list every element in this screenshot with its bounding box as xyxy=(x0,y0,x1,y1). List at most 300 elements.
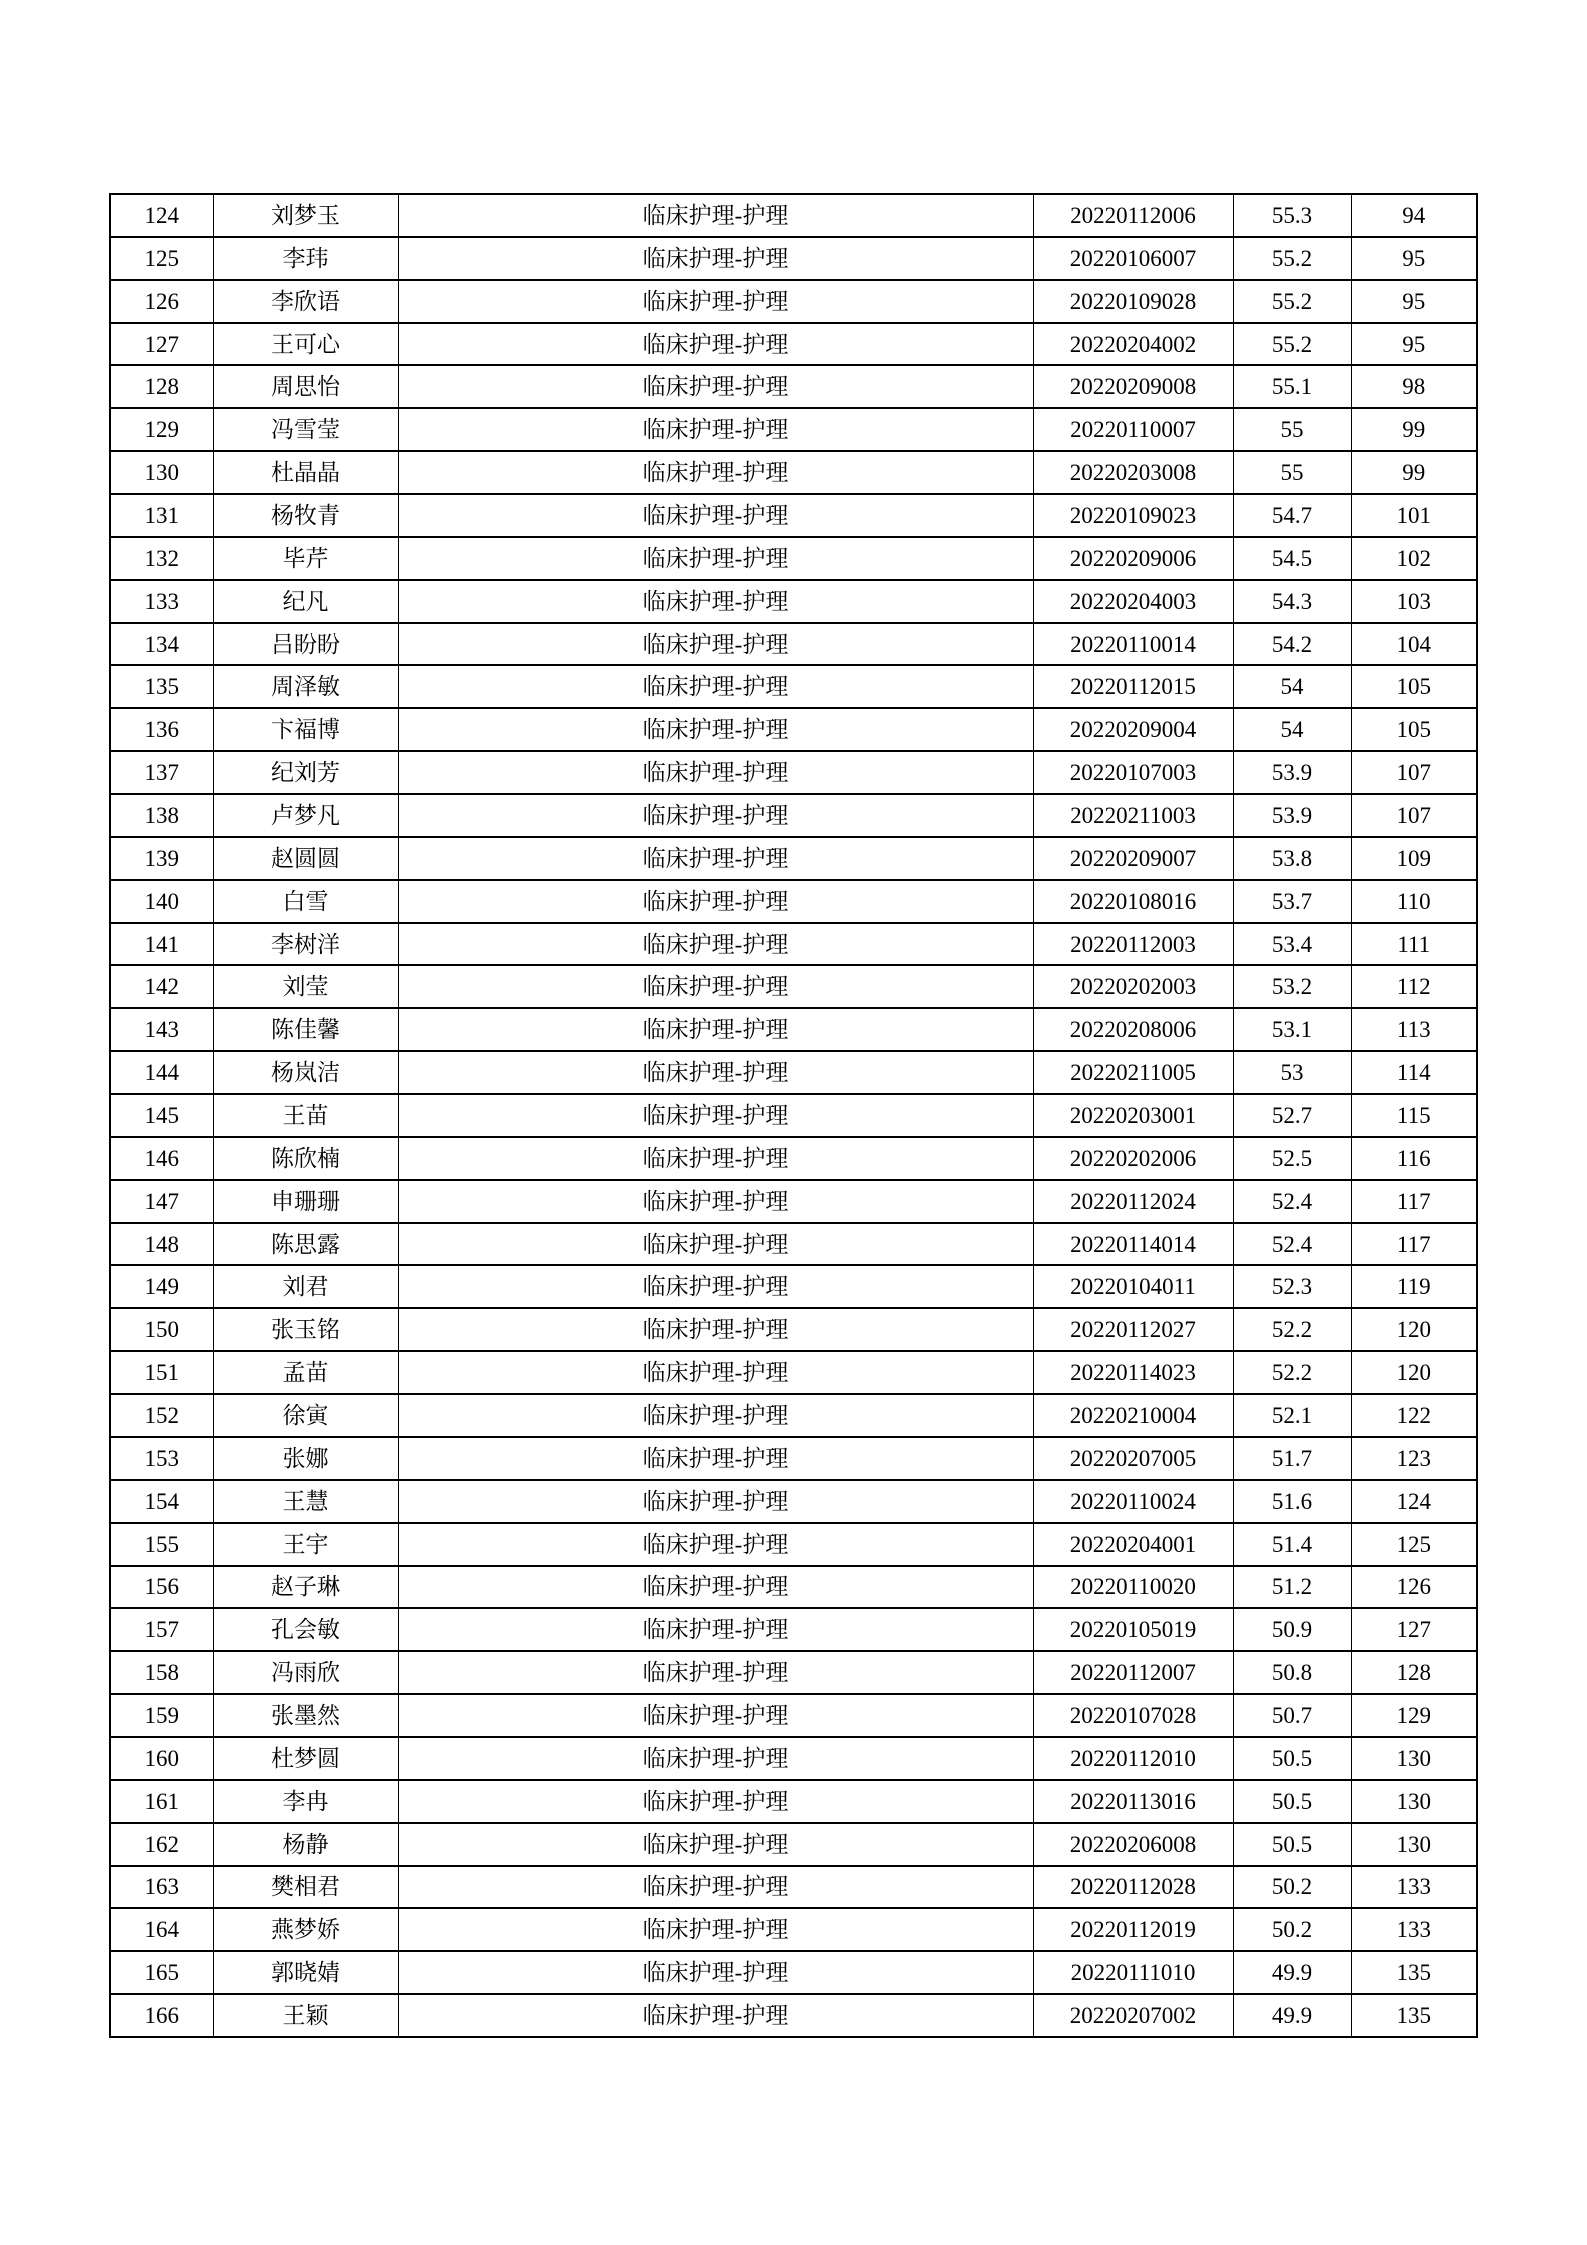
exam-id-cell: 20220110020 xyxy=(1033,1566,1233,1609)
name-cell: 张墨然 xyxy=(213,1694,398,1737)
program-cell: 临床护理-护理 xyxy=(398,323,1033,366)
program-cell: 临床护理-护理 xyxy=(398,1608,1033,1651)
name-cell: 徐寅 xyxy=(213,1394,398,1437)
program-cell: 临床护理-护理 xyxy=(398,1737,1033,1780)
row-number-cell: 149 xyxy=(110,1265,213,1308)
table-row xyxy=(110,1823,1477,1866)
row-number-cell: 164 xyxy=(110,1908,213,1951)
program-cell: 临床护理-护理 xyxy=(398,1394,1033,1437)
row-number-cell: 160 xyxy=(110,1737,213,1780)
exam-id-cell: 20220105019 xyxy=(1033,1608,1233,1651)
row-number-cell: 166 xyxy=(110,1994,213,2037)
table-row xyxy=(110,1308,1477,1351)
rank-cell: 107 xyxy=(1351,751,1477,794)
table-row xyxy=(110,1994,1477,2037)
row-number-cell: 140 xyxy=(110,880,213,923)
score-cell: 54 xyxy=(1233,665,1351,708)
table-row xyxy=(110,365,1477,408)
row-number-cell: 147 xyxy=(110,1180,213,1223)
program-cell: 临床护理-护理 xyxy=(398,837,1033,880)
exam-id-cell: 20220112028 xyxy=(1033,1866,1233,1909)
exam-id-cell: 20220110024 xyxy=(1033,1480,1233,1523)
rank-cell: 130 xyxy=(1351,1737,1477,1780)
name-cell: 吕盼盼 xyxy=(213,623,398,666)
program-cell: 临床护理-护理 xyxy=(398,1523,1033,1566)
program-cell: 临床护理-护理 xyxy=(398,1223,1033,1266)
score-cell: 52.1 xyxy=(1233,1394,1351,1437)
program-cell: 临床护理-护理 xyxy=(398,708,1033,751)
rank-cell: 102 xyxy=(1351,537,1477,580)
name-cell: 杨牧青 xyxy=(213,494,398,537)
exam-id-cell: 20220112010 xyxy=(1033,1737,1233,1780)
results-table xyxy=(109,193,1478,2038)
exam-id-cell: 20220113016 xyxy=(1033,1780,1233,1823)
program-cell: 临床护理-护理 xyxy=(398,965,1033,1008)
table-row xyxy=(110,1608,1477,1651)
score-cell: 54.3 xyxy=(1233,580,1351,623)
rank-cell: 126 xyxy=(1351,1566,1477,1609)
exam-id-cell: 20220112027 xyxy=(1033,1308,1233,1351)
rank-cell: 112 xyxy=(1351,965,1477,1008)
rank-cell: 129 xyxy=(1351,1694,1477,1737)
score-cell: 55.2 xyxy=(1233,237,1351,280)
rank-cell: 130 xyxy=(1351,1823,1477,1866)
score-cell: 55 xyxy=(1233,408,1351,451)
table-row xyxy=(110,494,1477,537)
score-cell: 52.7 xyxy=(1233,1094,1351,1137)
name-cell: 燕梦娇 xyxy=(213,1908,398,1951)
name-cell: 陈思露 xyxy=(213,1223,398,1266)
name-cell: 李树洋 xyxy=(213,923,398,966)
table-row xyxy=(110,1351,1477,1394)
program-cell: 临床护理-护理 xyxy=(398,623,1033,666)
row-number-cell: 129 xyxy=(110,408,213,451)
table-row xyxy=(110,1566,1477,1609)
rank-cell: 95 xyxy=(1351,280,1477,323)
exam-id-cell: 20220112006 xyxy=(1033,194,1233,237)
table-row xyxy=(110,708,1477,751)
table-row xyxy=(110,194,1477,237)
score-cell: 50.2 xyxy=(1233,1908,1351,1951)
score-cell: 51.4 xyxy=(1233,1523,1351,1566)
score-cell: 53 xyxy=(1233,1051,1351,1094)
name-cell: 纪凡 xyxy=(213,580,398,623)
table-row xyxy=(110,1223,1477,1266)
program-cell: 临床护理-护理 xyxy=(398,494,1033,537)
table-row xyxy=(110,1137,1477,1180)
rank-cell: 95 xyxy=(1351,237,1477,280)
row-number-cell: 154 xyxy=(110,1480,213,1523)
exam-id-cell: 20220208006 xyxy=(1033,1008,1233,1051)
rank-cell: 105 xyxy=(1351,708,1477,751)
exam-id-cell: 20220107028 xyxy=(1033,1694,1233,1737)
exam-id-cell: 20220109023 xyxy=(1033,494,1233,537)
row-number-cell: 161 xyxy=(110,1780,213,1823)
exam-id-cell: 20220104011 xyxy=(1033,1265,1233,1308)
row-number-cell: 126 xyxy=(110,280,213,323)
score-cell: 55.3 xyxy=(1233,194,1351,237)
name-cell: 刘君 xyxy=(213,1265,398,1308)
rank-cell: 120 xyxy=(1351,1351,1477,1394)
rank-cell: 133 xyxy=(1351,1908,1477,1951)
score-cell: 49.9 xyxy=(1233,1951,1351,1994)
score-cell: 52.4 xyxy=(1233,1180,1351,1223)
rank-cell: 115 xyxy=(1351,1094,1477,1137)
score-cell: 52.5 xyxy=(1233,1137,1351,1180)
program-cell: 临床护理-护理 xyxy=(398,537,1033,580)
program-cell: 临床护理-护理 xyxy=(398,880,1033,923)
row-number-cell: 141 xyxy=(110,923,213,966)
table-row xyxy=(110,837,1477,880)
exam-id-cell: 20220111010 xyxy=(1033,1951,1233,1994)
program-cell: 临床护理-护理 xyxy=(398,751,1033,794)
exam-id-cell: 20220206008 xyxy=(1033,1823,1233,1866)
score-cell: 50.2 xyxy=(1233,1866,1351,1909)
name-cell: 陈佳馨 xyxy=(213,1008,398,1051)
program-cell: 临床护理-护理 xyxy=(398,237,1033,280)
program-cell: 临床护理-护理 xyxy=(398,1823,1033,1866)
row-number-cell: 158 xyxy=(110,1651,213,1694)
rank-cell: 107 xyxy=(1351,794,1477,837)
program-cell: 临床护理-护理 xyxy=(398,451,1033,494)
program-cell: 临床护理-护理 xyxy=(398,580,1033,623)
rank-cell: 124 xyxy=(1351,1480,1477,1523)
row-number-cell: 133 xyxy=(110,580,213,623)
exam-id-cell: 20220108016 xyxy=(1033,880,1233,923)
row-number-cell: 143 xyxy=(110,1008,213,1051)
rank-cell: 133 xyxy=(1351,1866,1477,1909)
table-row xyxy=(110,880,1477,923)
name-cell: 卞福博 xyxy=(213,708,398,751)
name-cell: 杜晶晶 xyxy=(213,451,398,494)
table-row xyxy=(110,1094,1477,1137)
rank-cell: 99 xyxy=(1351,408,1477,451)
program-cell: 临床护理-护理 xyxy=(398,923,1033,966)
rank-cell: 135 xyxy=(1351,1994,1477,2037)
name-cell: 郭晓婧 xyxy=(213,1951,398,1994)
program-cell: 临床护理-护理 xyxy=(398,1994,1033,2037)
program-cell: 临床护理-护理 xyxy=(398,1908,1033,1951)
table-row xyxy=(110,537,1477,580)
name-cell: 赵圆圆 xyxy=(213,837,398,880)
name-cell: 王慧 xyxy=(213,1480,398,1523)
score-cell: 52.2 xyxy=(1233,1351,1351,1394)
exam-id-cell: 20220209007 xyxy=(1033,837,1233,880)
table-row xyxy=(110,751,1477,794)
table-row xyxy=(110,794,1477,837)
row-number-cell: 124 xyxy=(110,194,213,237)
name-cell: 张娜 xyxy=(213,1437,398,1480)
name-cell: 毕芹 xyxy=(213,537,398,580)
score-cell: 54 xyxy=(1233,708,1351,751)
row-number-cell: 127 xyxy=(110,323,213,366)
row-number-cell: 148 xyxy=(110,1223,213,1266)
exam-id-cell: 20220209006 xyxy=(1033,537,1233,580)
table-row xyxy=(110,665,1477,708)
program-cell: 临床护理-护理 xyxy=(398,365,1033,408)
row-number-cell: 150 xyxy=(110,1308,213,1351)
table-row xyxy=(110,280,1477,323)
table-row xyxy=(110,1908,1477,1951)
rank-cell: 117 xyxy=(1351,1223,1477,1266)
name-cell: 孟苗 xyxy=(213,1351,398,1394)
row-number-cell: 146 xyxy=(110,1137,213,1180)
score-cell: 53.1 xyxy=(1233,1008,1351,1051)
exam-id-cell: 20220106007 xyxy=(1033,237,1233,280)
name-cell: 赵子琳 xyxy=(213,1566,398,1609)
score-cell: 50.7 xyxy=(1233,1694,1351,1737)
name-cell: 李欣语 xyxy=(213,280,398,323)
program-cell: 临床护理-护理 xyxy=(398,280,1033,323)
table-row xyxy=(110,1737,1477,1780)
exam-id-cell: 20220202003 xyxy=(1033,965,1233,1008)
table-row xyxy=(110,408,1477,451)
name-cell: 孔会敏 xyxy=(213,1608,398,1651)
program-cell: 临床护理-护理 xyxy=(398,1094,1033,1137)
name-cell: 李冉 xyxy=(213,1780,398,1823)
score-cell: 53.9 xyxy=(1233,794,1351,837)
program-cell: 临床护理-护理 xyxy=(398,1566,1033,1609)
row-number-cell: 151 xyxy=(110,1351,213,1394)
program-cell: 临床护理-护理 xyxy=(398,194,1033,237)
exam-id-cell: 20220112015 xyxy=(1033,665,1233,708)
table-row xyxy=(110,1180,1477,1223)
rank-cell: 94 xyxy=(1351,194,1477,237)
score-cell: 54.5 xyxy=(1233,537,1351,580)
rank-cell: 128 xyxy=(1351,1651,1477,1694)
exam-id-cell: 20220112024 xyxy=(1033,1180,1233,1223)
table-row xyxy=(110,1008,1477,1051)
rank-cell: 116 xyxy=(1351,1137,1477,1180)
program-cell: 临床护理-护理 xyxy=(398,1308,1033,1351)
table-row xyxy=(110,623,1477,666)
row-number-cell: 135 xyxy=(110,665,213,708)
name-cell: 王宇 xyxy=(213,1523,398,1566)
score-cell: 53.2 xyxy=(1233,965,1351,1008)
name-cell: 王颖 xyxy=(213,1994,398,2037)
results-table-body xyxy=(110,194,1477,2037)
rank-cell: 117 xyxy=(1351,1180,1477,1223)
name-cell: 纪刘芳 xyxy=(213,751,398,794)
score-cell: 53.9 xyxy=(1233,751,1351,794)
exam-id-cell: 20220109028 xyxy=(1033,280,1233,323)
name-cell: 杜梦圆 xyxy=(213,1737,398,1780)
program-cell: 临床护理-护理 xyxy=(398,1780,1033,1823)
exam-id-cell: 20220114014 xyxy=(1033,1223,1233,1266)
score-cell: 52.3 xyxy=(1233,1265,1351,1308)
program-cell: 临床护理-护理 xyxy=(398,1351,1033,1394)
rank-cell: 125 xyxy=(1351,1523,1477,1566)
name-cell: 申珊珊 xyxy=(213,1180,398,1223)
row-number-cell: 165 xyxy=(110,1951,213,1994)
score-cell: 53.8 xyxy=(1233,837,1351,880)
table-row xyxy=(110,1523,1477,1566)
row-number-cell: 142 xyxy=(110,965,213,1008)
name-cell: 陈欣楠 xyxy=(213,1137,398,1180)
program-cell: 临床护理-护理 xyxy=(398,1137,1033,1180)
rank-cell: 111 xyxy=(1351,923,1477,966)
rank-cell: 119 xyxy=(1351,1265,1477,1308)
rank-cell: 123 xyxy=(1351,1437,1477,1480)
table-row xyxy=(110,1866,1477,1909)
row-number-cell: 134 xyxy=(110,623,213,666)
row-number-cell: 137 xyxy=(110,751,213,794)
name-cell: 卢梦凡 xyxy=(213,794,398,837)
row-number-cell: 144 xyxy=(110,1051,213,1094)
score-cell: 53.4 xyxy=(1233,923,1351,966)
program-cell: 临床护理-护理 xyxy=(398,408,1033,451)
exam-id-cell: 20220114023 xyxy=(1033,1351,1233,1394)
score-cell: 50.8 xyxy=(1233,1651,1351,1694)
exam-id-cell: 20220204003 xyxy=(1033,580,1233,623)
program-cell: 临床护理-护理 xyxy=(398,1480,1033,1523)
program-cell: 临床护理-护理 xyxy=(398,1051,1033,1094)
row-number-cell: 125 xyxy=(110,237,213,280)
exam-id-cell: 20220207005 xyxy=(1033,1437,1233,1480)
row-number-cell: 145 xyxy=(110,1094,213,1137)
name-cell: 张玉铭 xyxy=(213,1308,398,1351)
program-cell: 临床护理-护理 xyxy=(398,1008,1033,1051)
exam-id-cell: 20220204001 xyxy=(1033,1523,1233,1566)
score-cell: 55.2 xyxy=(1233,280,1351,323)
name-cell: 刘莹 xyxy=(213,965,398,1008)
program-cell: 临床护理-护理 xyxy=(398,1694,1033,1737)
row-number-cell: 136 xyxy=(110,708,213,751)
row-number-cell: 155 xyxy=(110,1523,213,1566)
name-cell: 白雪 xyxy=(213,880,398,923)
exam-id-cell: 20220110014 xyxy=(1033,623,1233,666)
rank-cell: 130 xyxy=(1351,1780,1477,1823)
score-cell: 54.2 xyxy=(1233,623,1351,666)
rank-cell: 95 xyxy=(1351,323,1477,366)
rank-cell: 120 xyxy=(1351,1308,1477,1351)
table-row xyxy=(110,1694,1477,1737)
name-cell: 冯雪莹 xyxy=(213,408,398,451)
score-cell: 52.4 xyxy=(1233,1223,1351,1266)
rank-cell: 110 xyxy=(1351,880,1477,923)
program-cell: 临床护理-护理 xyxy=(398,1180,1033,1223)
name-cell: 樊相君 xyxy=(213,1866,398,1909)
rank-cell: 99 xyxy=(1351,451,1477,494)
table-row xyxy=(110,923,1477,966)
rank-cell: 105 xyxy=(1351,665,1477,708)
score-cell: 51.2 xyxy=(1233,1566,1351,1609)
program-cell: 临床护理-护理 xyxy=(398,1651,1033,1694)
name-cell: 王苗 xyxy=(213,1094,398,1137)
program-cell: 临床护理-护理 xyxy=(398,1951,1033,1994)
score-cell: 55.2 xyxy=(1233,323,1351,366)
rank-cell: 103 xyxy=(1351,580,1477,623)
score-cell: 51.6 xyxy=(1233,1480,1351,1523)
name-cell: 冯雨欣 xyxy=(213,1651,398,1694)
rank-cell: 113 xyxy=(1351,1008,1477,1051)
row-number-cell: 128 xyxy=(110,365,213,408)
exam-id-cell: 20220211005 xyxy=(1033,1051,1233,1094)
exam-id-cell: 20220112003 xyxy=(1033,923,1233,966)
table-row xyxy=(110,1265,1477,1308)
exam-id-cell: 20220112007 xyxy=(1033,1651,1233,1694)
score-cell: 54.7 xyxy=(1233,494,1351,537)
row-number-cell: 162 xyxy=(110,1823,213,1866)
table-row xyxy=(110,580,1477,623)
program-cell: 临床护理-护理 xyxy=(398,1265,1033,1308)
rank-cell: 114 xyxy=(1351,1051,1477,1094)
score-cell: 50.5 xyxy=(1233,1823,1351,1866)
score-cell: 55.1 xyxy=(1233,365,1351,408)
row-number-cell: 152 xyxy=(110,1394,213,1437)
rank-cell: 101 xyxy=(1351,494,1477,537)
score-cell: 50.5 xyxy=(1233,1780,1351,1823)
row-number-cell: 156 xyxy=(110,1566,213,1609)
table-row xyxy=(110,1480,1477,1523)
rank-cell: 109 xyxy=(1351,837,1477,880)
exam-id-cell: 20220211003 xyxy=(1033,794,1233,837)
program-cell: 临床护理-护理 xyxy=(398,794,1033,837)
name-cell: 杨岚洁 xyxy=(213,1051,398,1094)
score-cell: 50.9 xyxy=(1233,1608,1351,1651)
exam-id-cell: 20220107003 xyxy=(1033,751,1233,794)
name-cell: 刘梦玉 xyxy=(213,194,398,237)
score-cell: 49.9 xyxy=(1233,1994,1351,2037)
score-cell: 50.5 xyxy=(1233,1737,1351,1780)
score-cell: 53.7 xyxy=(1233,880,1351,923)
row-number-cell: 130 xyxy=(110,451,213,494)
exam-id-cell: 20220209004 xyxy=(1033,708,1233,751)
table-row xyxy=(110,1951,1477,1994)
score-cell: 51.7 xyxy=(1233,1437,1351,1480)
row-number-cell: 157 xyxy=(110,1608,213,1651)
table-row xyxy=(110,323,1477,366)
exam-id-cell: 20220204002 xyxy=(1033,323,1233,366)
table-row xyxy=(110,965,1477,1008)
table-row xyxy=(110,1780,1477,1823)
row-number-cell: 139 xyxy=(110,837,213,880)
exam-id-cell: 20220207002 xyxy=(1033,1994,1233,2037)
exam-id-cell: 20220112019 xyxy=(1033,1908,1233,1951)
exam-id-cell: 20220203008 xyxy=(1033,451,1233,494)
score-cell: 52.2 xyxy=(1233,1308,1351,1351)
rank-cell: 104 xyxy=(1351,623,1477,666)
row-number-cell: 131 xyxy=(110,494,213,537)
name-cell: 王可心 xyxy=(213,323,398,366)
table-row xyxy=(110,1437,1477,1480)
rank-cell: 135 xyxy=(1351,1951,1477,1994)
exam-id-cell: 20220202006 xyxy=(1033,1137,1233,1180)
table-row xyxy=(110,451,1477,494)
name-cell: 周泽敏 xyxy=(213,665,398,708)
table-row xyxy=(110,237,1477,280)
program-cell: 临床护理-护理 xyxy=(398,1866,1033,1909)
table-row xyxy=(110,1394,1477,1437)
rank-cell: 98 xyxy=(1351,365,1477,408)
row-number-cell: 132 xyxy=(110,537,213,580)
row-number-cell: 163 xyxy=(110,1866,213,1909)
name-cell: 李玮 xyxy=(213,237,398,280)
exam-id-cell: 20220210004 xyxy=(1033,1394,1233,1437)
name-cell: 周思怡 xyxy=(213,365,398,408)
table-row xyxy=(110,1651,1477,1694)
exam-id-cell: 20220209008 xyxy=(1033,365,1233,408)
rank-cell: 122 xyxy=(1351,1394,1477,1437)
row-number-cell: 159 xyxy=(110,1694,213,1737)
row-number-cell: 138 xyxy=(110,794,213,837)
exam-id-cell: 20220203001 xyxy=(1033,1094,1233,1137)
score-cell: 55 xyxy=(1233,451,1351,494)
rank-cell: 127 xyxy=(1351,1608,1477,1651)
name-cell: 杨静 xyxy=(213,1823,398,1866)
program-cell: 临床护理-护理 xyxy=(398,1437,1033,1480)
row-number-cell: 153 xyxy=(110,1437,213,1480)
